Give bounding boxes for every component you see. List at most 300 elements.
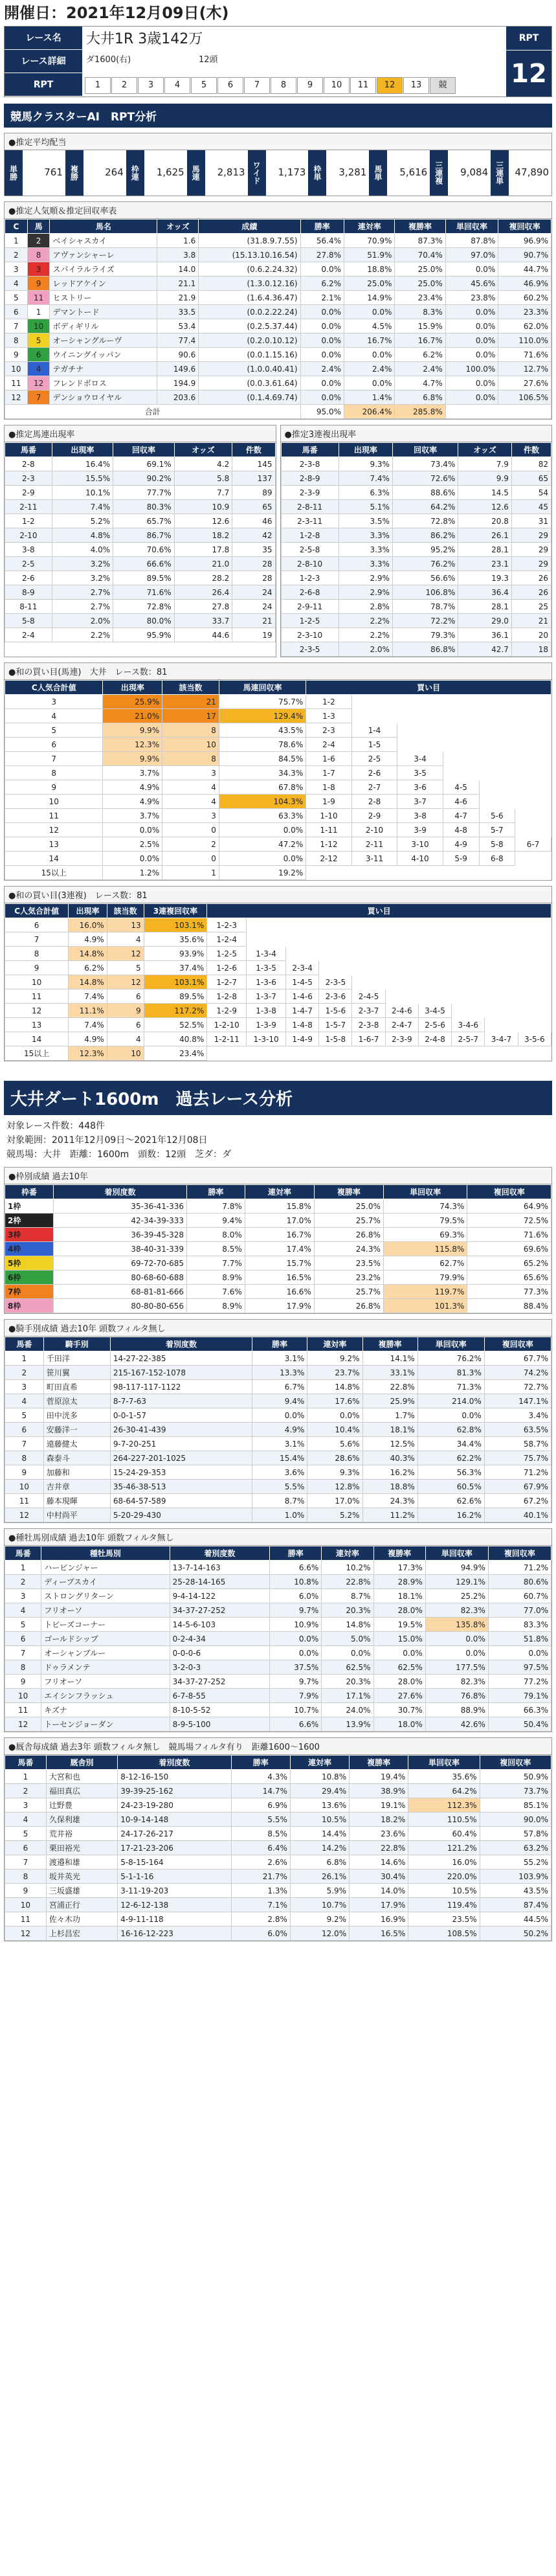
jockey-cell: 28.6%: [307, 1451, 362, 1465]
sire-cell: 13.9%: [322, 1717, 373, 1732]
jockey-row: [5, 1394, 551, 1408]
sum-umaren-combo: [515, 766, 551, 780]
payout-label: 馬連: [187, 150, 205, 196]
sum-umaren-combo: [515, 738, 551, 752]
sire-cell: 0-2-4-34: [170, 1632, 269, 1646]
jockey-cell: 11: [5, 1494, 44, 1508]
popularity-cell: 10: [27, 319, 50, 333]
jockey-cell: 6: [5, 1423, 44, 1437]
trainer-cell: 3-11-19-203: [118, 1884, 232, 1898]
sum-umaren-c-value: 11: [5, 809, 103, 823]
sum-umaren-combo: [397, 709, 443, 723]
sum-umaren-c-value: 8: [5, 766, 103, 780]
sire-cell: 77.2%: [488, 1675, 551, 1689]
umaren-cell: 35: [232, 543, 275, 557]
jockey-cell: 4.9%: [252, 1423, 307, 1437]
cluster-ai-title: 競馬クラスターAI RPT分析: [4, 104, 552, 128]
trainer-cell: 1.3%: [231, 1884, 290, 1898]
trainer-cell: 5-1-1-16: [118, 1870, 232, 1884]
waku-cell: 25.7%: [314, 1214, 383, 1228]
popularity-total-empty: [445, 405, 551, 419]
waku-cell: 77.3%: [467, 1285, 551, 1299]
sire-cell: 14.8%: [322, 1618, 373, 1632]
popularity-title: ●推定人気順＆推定回収率表: [5, 202, 551, 219]
umaren-cell: 3.2%: [52, 557, 113, 571]
popularity-cell: 0.0%: [300, 319, 344, 333]
trainer-header-cell: 複回収率: [480, 1756, 551, 1770]
trainer-cell: 13.6%: [290, 1798, 349, 1813]
popularity-cell: 87.8%: [445, 234, 498, 248]
jockey-cell: 25.9%: [362, 1394, 417, 1408]
sum-sanren-header-cell: C人気合計値: [5, 904, 69, 918]
trainer-row: [5, 1855, 551, 1870]
sum-umaren-rate: 2.5%: [103, 837, 162, 852]
sum-umaren-combo: [443, 866, 479, 880]
popularity-cell: 8.3%: [395, 305, 445, 319]
umaren-row: [5, 457, 276, 471]
umaren-row: [5, 514, 276, 528]
sum-sanren-combo: 1-3-5: [247, 961, 286, 975]
past-analysis-title: 大井ダート1600m 過去レース分析: [4, 1081, 552, 1115]
sum-sanren-combo: 2-3-5: [319, 975, 352, 989]
sum-umaren-combo: [479, 780, 515, 795]
sire-cell: 88.9%: [425, 1703, 488, 1717]
waku-cell: 74.3%: [383, 1199, 467, 1214]
sire-cell: 37.5%: [270, 1660, 322, 1675]
sum-umaren-row: [5, 723, 551, 738]
jockey-header-row: [5, 1337, 551, 1351]
popularity-total-label: 合計: [5, 405, 301, 419]
umaren-cell: 17.8: [174, 543, 232, 557]
jockey-cell: 11.2%: [362, 1508, 417, 1522]
popularity-row: [5, 319, 551, 333]
sanrenpuku-cell: 20.8: [458, 514, 512, 528]
popularity-cell: 3.8: [157, 248, 199, 262]
sum-umaren-combo: 1-8: [306, 780, 352, 795]
sum-sanren-combo: 2-3-4: [286, 961, 319, 975]
rpt-scale-cell: 1: [85, 77, 111, 94]
popularity-cell: 70.4%: [395, 248, 445, 262]
sire-cell: 18.0%: [373, 1717, 425, 1732]
sum-umaren-row: [5, 795, 551, 809]
umaren-cell: 15.5%: [52, 471, 113, 486]
jockey-cell: 9: [5, 1465, 44, 1480]
sum-sanren-combo: 1-2-6: [207, 961, 247, 975]
sanrenpuku-cell: 2-3-8: [281, 457, 339, 471]
trainer-cell: 8.5%: [231, 1827, 290, 1841]
sum-umaren-rate: 0.0%: [103, 852, 162, 866]
sum-sanren-rate: 14.8%: [69, 947, 107, 961]
sum-sanren-count: 12: [107, 975, 144, 989]
sum-umaren-combo: 2-12: [306, 852, 352, 866]
sire-cell: 10.9%: [270, 1618, 322, 1632]
jockey-header-cell: 馬番: [5, 1337, 44, 1351]
sum-sanren-combo: 2-5-7: [452, 1032, 485, 1046]
sire-header-cell: 連対率: [322, 1546, 373, 1561]
popularity-total-value: 95.0%: [300, 405, 344, 419]
sanrenpuku-cell: 2.0%: [339, 642, 392, 657]
popularity-header-cell: 連対率: [344, 220, 395, 234]
sire-cell: 3: [5, 1589, 41, 1603]
rpt-scale-cell: 10: [324, 77, 350, 94]
sire-cell: 25-28-14-165: [170, 1575, 269, 1589]
umaren-cell: 80.0%: [113, 614, 175, 628]
sire-cell: 177.5%: [425, 1660, 488, 1675]
trainer-cell: 73.7%: [480, 1784, 551, 1798]
popularity-cell: 21.9: [157, 291, 199, 305]
sanrenpuku-cell: 2.2%: [339, 628, 392, 642]
sum-umaren-combo: [397, 723, 443, 738]
jockey-title: ●騎手別成績 過去10年 頭数フィルタ無し: [5, 1320, 551, 1337]
sanrenpuku-cell: 29.0: [458, 614, 512, 628]
popularity-cell: デンショウロイヤル: [50, 390, 157, 405]
sum-sanren-combo: [352, 932, 385, 947]
sum-sanren-c-value: 10: [5, 975, 69, 989]
waku-cell: 16.5%: [245, 1271, 314, 1285]
sanrenpuku-row: [281, 614, 551, 628]
sum-sanren-rate: 4.9%: [69, 932, 107, 947]
popularity-cell: 0.0%: [300, 348, 344, 362]
popularity-cell: 60.2%: [498, 291, 551, 305]
sum-umaren-rate: 3.7%: [103, 766, 162, 780]
jockey-cell: 24.3%: [362, 1494, 417, 1508]
sum-sanren-return: 40.8%: [144, 1032, 207, 1046]
sire-cell: 80.6%: [488, 1575, 551, 1589]
waku-table: [5, 1184, 551, 1313]
sum-sanren-return: 93.9%: [144, 947, 207, 961]
umaren-cell: 28: [232, 571, 275, 585]
sum-umaren-combo: [515, 852, 551, 866]
popularity-header-cell: C: [5, 220, 28, 234]
sum-sanren-count: 9: [107, 1004, 144, 1018]
sum-umaren-combo: [479, 738, 515, 752]
popularity-cell: 8: [5, 333, 28, 348]
jockey-cell: 14.8%: [307, 1380, 362, 1394]
waku-cell: 115.8%: [383, 1242, 467, 1256]
sum-sanren-combo: [385, 918, 418, 932]
umaren-row: [5, 543, 276, 557]
payout-value: 761: [44, 166, 63, 178]
sire-cell: 0.0%: [373, 1646, 425, 1660]
sum-umaren-count: 1: [162, 866, 219, 880]
sire-cell: 34-37-27-252: [170, 1675, 269, 1689]
sire-cell: 0.0%: [488, 1646, 551, 1660]
trainer-cell: 112.3%: [408, 1798, 480, 1813]
umaren-cell: 4.8%: [52, 528, 113, 543]
sum-sanren-rate: 7.4%: [69, 1018, 107, 1032]
popularity-cell: 10: [5, 362, 28, 376]
sum-sanren-combo: 1-5-7: [319, 1018, 352, 1032]
jockey-cell: 215-167-152-1078: [110, 1366, 252, 1380]
trainer-cell: 4.3%: [231, 1770, 290, 1784]
waku-header-cell: 複回収率: [467, 1185, 551, 1199]
popularity-cell: 9: [27, 277, 50, 291]
sum-umaren-c-value: 12: [5, 823, 103, 837]
jockey-cell: 40.3%: [362, 1451, 417, 1465]
trainer-header-cell: 連対率: [290, 1756, 349, 1770]
jockey-cell: 森泰斗: [43, 1451, 110, 1465]
waku-cell: 8.0%: [187, 1228, 245, 1242]
sum-umaren-return: 75.7%: [219, 695, 306, 709]
jockey-cell: 0-0-1-57: [110, 1408, 252, 1423]
sum-sanren-table: [5, 903, 551, 1061]
trainer-cell: 220.0%: [408, 1870, 480, 1884]
trainer-cell: 辻野豊: [46, 1798, 117, 1813]
jockey-row: [5, 1480, 551, 1494]
sum-sanren-rate: 12.3%: [69, 1046, 107, 1061]
popularity-cell: 27.6%: [498, 376, 551, 390]
trainer-cell: 1: [5, 1770, 47, 1784]
trainer-cell: 佐々木功: [46, 1912, 117, 1926]
trainer-cell: 19.1%: [350, 1798, 408, 1813]
sum-umaren-c-value: 15以上: [5, 866, 103, 880]
sire-cell: 0.0%: [425, 1632, 488, 1646]
payout-value: 5,616: [399, 166, 428, 178]
jockey-row: [5, 1366, 551, 1380]
sum-umaren-combo: 2-8: [351, 795, 397, 809]
sum-sanren-rate: 7.4%: [69, 989, 107, 1004]
trainer-header-cell: 厩舎別: [46, 1756, 117, 1770]
trainer-cell: 43.5%: [480, 1884, 551, 1898]
sum-umaren-combo: [479, 709, 515, 723]
waku-cell: 15.8%: [245, 1199, 314, 1214]
popularity-cell: 0.0%: [300, 333, 344, 348]
popularity-cell: 62.0%: [498, 319, 551, 333]
sire-cell: キズナ: [41, 1703, 170, 1717]
jockey-row: [5, 1437, 551, 1451]
sum-umaren-combo: 1-4: [351, 723, 397, 738]
sum-umaren-count: 4: [162, 795, 219, 809]
popularity-cell: 0.0%: [445, 376, 498, 390]
sum-sanren-combo: [385, 947, 418, 961]
sum-umaren-return: 43.5%: [219, 723, 306, 738]
sanrenpuku-cell: 72.6%: [392, 471, 458, 486]
jockey-cell: 5-20-29-430: [110, 1508, 252, 1522]
popularity-header-cell: 複勝率: [395, 220, 445, 234]
popularity-cell: 45.6%: [445, 277, 498, 291]
sanrenpuku-header-row: [281, 443, 551, 457]
jockey-cell: 千田洋: [43, 1351, 110, 1366]
sum-umaren-return: 47.2%: [219, 837, 306, 852]
sanrenpuku-cell: 23.1: [458, 557, 512, 571]
jockey-row: [5, 1508, 551, 1522]
umaren-cell: 33.7: [174, 614, 232, 628]
past-info-range: 対象範囲：2011年12月09日～2021年12月08日: [6, 1135, 208, 1146]
umaren-cell: 2-11: [5, 500, 52, 514]
sum-umaren-combo: 1-9: [306, 795, 352, 809]
sum-sanren-combo: [452, 1046, 485, 1061]
popularity-cell: 0.0%: [344, 348, 395, 362]
umaren-box: [4, 425, 276, 657]
popularity-header-cell: 勝率: [300, 220, 344, 234]
sanrenpuku-header-cell: 件数: [511, 443, 551, 457]
trainer-cell: 三坂盛雄: [46, 1884, 117, 1898]
sum-umaren-c-value: 13: [5, 837, 103, 852]
sire-row: [5, 1603, 551, 1618]
sum-sanren-rate: 11.1%: [69, 1004, 107, 1018]
umaren-cell: 1-2: [5, 514, 52, 528]
sire-cell: 22.8%: [322, 1575, 373, 1589]
sum-umaren-row: [5, 738, 551, 752]
jockey-cell: 中村尚平: [43, 1508, 110, 1522]
payout-box: [4, 133, 552, 196]
popularity-total-row: [5, 405, 551, 419]
waku-cell: 69.3%: [383, 1228, 467, 1242]
umaren-cell: 28.2: [174, 571, 232, 585]
popularity-total-value: 285.8%: [395, 405, 445, 419]
sum-umaren-combo: [515, 723, 551, 738]
popularity-row: [5, 277, 551, 291]
sum-umaren-combo: 3-10: [397, 837, 443, 852]
rpt-scale-cell: 5: [191, 77, 217, 94]
waku-cell: 2枠: [5, 1214, 54, 1228]
sire-header-row: [5, 1546, 551, 1561]
trainer-cell: 14.7%: [231, 1784, 290, 1798]
jockey-cell: 18.1%: [362, 1423, 417, 1437]
sum-umaren-return: 129.4%: [219, 709, 306, 723]
popularity-cell: 11: [5, 376, 28, 390]
sum-umaren-combo: 2-11: [351, 837, 397, 852]
umaren-cell: 18.2: [174, 528, 232, 543]
popularity-cell: 12: [27, 376, 50, 390]
sum-umaren-return: 67.8%: [219, 780, 306, 795]
popularity-row: [5, 262, 551, 277]
sum-umaren-count: 21: [162, 695, 219, 709]
jockey-cell: 76.2%: [417, 1351, 484, 1366]
sanrenpuku-cell: 19.3: [458, 571, 512, 585]
sire-cell: 6: [5, 1632, 41, 1646]
sum-sanren-row: [5, 932, 551, 947]
sum-umaren-c-value: 9: [5, 780, 103, 795]
sire-cell: 9.7%: [270, 1675, 322, 1689]
sanrenpuku-header-cell: 回収率: [392, 443, 458, 457]
popularity-cell: (1.0.0.40.41): [199, 362, 300, 376]
popularity-cell: 11: [27, 291, 50, 305]
trainer-box: [4, 1737, 552, 1941]
sanrenpuku-cell: 26: [511, 571, 551, 585]
sire-cell: 94.9%: [425, 1561, 488, 1575]
sire-row: [5, 1589, 551, 1603]
popularity-row: [5, 348, 551, 362]
trainer-cell: 9.2%: [290, 1912, 349, 1926]
sum-sanren-combo: 1-3-7: [247, 989, 286, 1004]
trainer-cell: 26.1%: [290, 1870, 349, 1884]
sanrenpuku-cell: 3.3%: [339, 528, 392, 543]
jockey-cell: 60.5%: [417, 1480, 484, 1494]
payout-value: 47,890: [515, 166, 550, 178]
sum-umaren-combo: 5-9: [443, 852, 479, 866]
umaren-cell: 2.0%: [52, 614, 113, 628]
waku-header-cell: 枠番: [5, 1185, 54, 1199]
sire-cell: 1: [5, 1561, 41, 1575]
sire-cell: 6.6%: [270, 1561, 322, 1575]
sum-sanren-combo: 1-5-8: [319, 1032, 352, 1046]
jockey-cell: 田中洸多: [43, 1408, 110, 1423]
waku-cell: 5枠: [5, 1256, 54, 1271]
sanrenpuku-cell: 2-3-5: [281, 642, 339, 657]
trainer-cell: 12: [5, 1926, 47, 1941]
jockey-cell: 56.3%: [417, 1465, 484, 1480]
waku-cell: 71.6%: [467, 1228, 551, 1242]
sum-sanren-combo: [452, 975, 485, 989]
trainer-cell: 5-8-15-164: [118, 1855, 232, 1870]
waku-cell: 1枠: [5, 1199, 54, 1214]
waku-cell: 26.8%: [314, 1228, 383, 1242]
sum-sanren-combo: [418, 1046, 451, 1061]
sanrenpuku-cell: 3.5%: [339, 514, 392, 528]
waku-row: [5, 1285, 551, 1299]
popularity-header-cell: 複回収率: [498, 220, 551, 234]
sire-cell: 30.7%: [373, 1703, 425, 1717]
sanrenpuku-cell: 2-6-8: [281, 585, 339, 600]
sanrenpuku-cell: 42.7: [458, 642, 512, 657]
sum-umaren-combo: 1-6: [306, 752, 352, 766]
waku-title: ●枠別成績 過去10年: [5, 1168, 551, 1184]
sum-umaren-combo: [515, 709, 551, 723]
trainer-cell: 11: [5, 1912, 47, 1926]
sire-cell: 19.5%: [373, 1618, 425, 1632]
umaren-cell: 65.7%: [113, 514, 175, 528]
waku-cell: 119.7%: [383, 1285, 467, 1299]
sum-sanren-combo: 2-3-6: [319, 989, 352, 1004]
umaren-cell: 69.1%: [113, 457, 175, 471]
popularity-cell: 90.6: [157, 348, 199, 362]
waku-cell: 23.2%: [314, 1271, 383, 1285]
sum-umaren-rate: 9.9%: [103, 752, 162, 766]
sum-sanren-header-cell: 出現率: [69, 904, 107, 918]
sum-sanren-combo: 1-5-6: [319, 1004, 352, 1018]
sum-umaren-combo: [397, 695, 443, 709]
sum-umaren-combo: [397, 738, 443, 752]
sum-sanren-count: 13: [107, 918, 144, 932]
trainer-cell: 10: [5, 1898, 47, 1912]
sanrenpuku-cell: 18: [511, 642, 551, 657]
sum-sanren-rate: 6.2%: [69, 961, 107, 975]
sanrenpuku-cell: 86.8%: [392, 642, 458, 657]
popularity-cell: 0.0%: [344, 376, 395, 390]
umaren-cell: 145: [232, 457, 275, 471]
umaren-cell: 2-3: [5, 471, 52, 486]
umaren-row: [5, 614, 276, 628]
sum-sanren-box: [4, 886, 552, 1061]
sum-sanren-combo: [452, 1004, 485, 1018]
trainer-cell: 栗田裕光: [46, 1841, 117, 1855]
popularity-cell: 6: [27, 348, 50, 362]
sum-umaren-rate: 1.2%: [103, 866, 162, 880]
sanrenpuku-cell: 20: [511, 628, 551, 642]
sire-cell: 0-0-0-6: [170, 1646, 269, 1660]
sanrenpuku-row: [281, 571, 551, 585]
sire-cell: 60.7%: [488, 1589, 551, 1603]
umaren-cell: 86.7%: [113, 528, 175, 543]
trainer-cell: 35.6%: [408, 1770, 480, 1784]
sire-cell: ドゥラメンテ: [41, 1660, 170, 1675]
sum-sanren-row: [5, 989, 551, 1004]
sire-header-cell: 単回収率: [425, 1546, 488, 1561]
sum-sanren-combo: 1-3-10: [247, 1032, 286, 1046]
sum-umaren-count: 8: [162, 752, 219, 766]
sum-umaren-count: 4: [162, 780, 219, 795]
jockey-cell: 17.0%: [307, 1494, 362, 1508]
jockey-cell: 72.7%: [484, 1380, 551, 1394]
sum-umaren-count: 10: [162, 738, 219, 752]
trainer-cell: 108.5%: [408, 1926, 480, 1941]
sum-sanren-combo: [452, 947, 485, 961]
sum-sanren-combo: [385, 989, 418, 1004]
sum-sanren-count: 12: [107, 947, 144, 961]
umaren-cell: 8-11: [5, 600, 52, 614]
trainer-row: [5, 1827, 551, 1841]
